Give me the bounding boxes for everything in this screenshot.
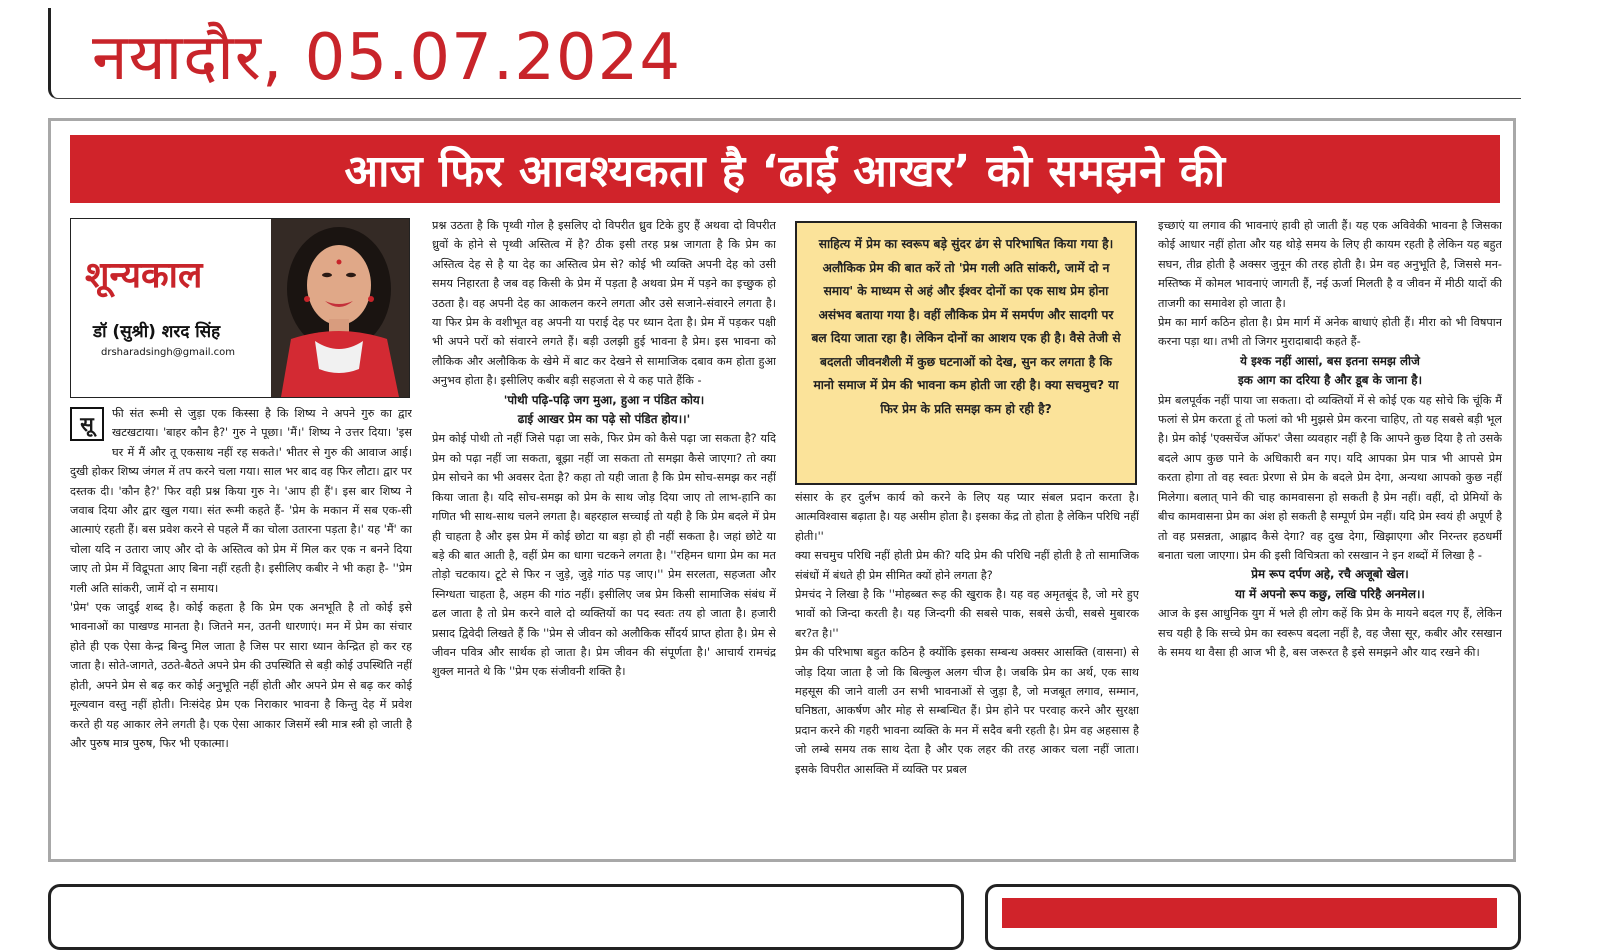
paragraph: इच्छाएं या लगाव की भावनाएं हावी हो जाती हैं। यह एक अविवेकी भावना है जिसका कोई आधार नहीं होता और यह थोड़े समय के लिए ही कायम रहती है लेकिन यह बहुत सघन, तीव्र होती है अक्सर जुनून की तरह होती है। प्रेम वह अनुभूति है, जिससे मन-मस्तिष्क में कोमल भावनाएं जागती हैं, नई ऊर्जा मिलती है व जीवन में मीठी यादों की ताजगी का समावेश हो जाता है।	[1158, 219, 1502, 310]
couplet-line: ढाई आखर प्रेम का पढ़े सो पंडित होय।।'	[517, 412, 691, 427]
paragraph: प्रेम का मार्ग कठिन होता है। प्रेम मार्ग में अनेक बाधाएं होती हैं। मीरा को भी विषपान करना पड़ा था। तभी तो जिगर मुरादाबादी कहते हैं-	[1158, 316, 1502, 349]
newspaper-date-title: नयादौर, 05.07.2024	[92, 21, 682, 95]
drop-cap: सू	[70, 407, 104, 441]
paragraph: प्रेम बलपूर्वक नहीं पाया जा सकता। दो व्यक्तियों में से कोई एक यह सोचे कि चूंकि मैं फलां से प्रेम करता हूं तो फलां को भी मुझसे प्रेम करना चाहिए, तो यह सबसे बड़ी भूल है। प्रेम कोई 'एक्सचेंज ऑफर' जैसा व्यवहार नहीं है कि आपने कुछ दिया है तो उसके बदले आप कुछ पाने के अधिकारी बन गए। यदि आपका प्रेम पात्र भी आपसे प्रेम करता होगा तो वह स्वतः प्रेरणा से प्रेम के बदले प्रेम देगा, अन्यथा आपको कुछ नहीं मिलेगा। बलात् पाने की चाह कामवासना हो सकती है प्रेम नहीं। वहीं, दो प्रेमियों के बीच कामवासना प्रेम का अंश हो सकती है सम्पूर्ण प्रेम नहीं। यदि प्रेम स्वयं ही अपूर्ण है तो वह प्रसन्नता, आह्लाद कैसे देगा? वह दुख देगा, खिझाएगा और निरन्तर हठधर्मी बनाता चला जाएगा। प्रेम की इसी विचित्रता को रसखान ने इन शब्दों में लिखा है -	[1158, 393, 1502, 562]
article-column-2	[432, 216, 776, 856]
couplet-line: ये इश्क नहीं आसां, बस इतना समझ लीजे	[1240, 353, 1420, 368]
pull-quote-box: साहित्य में प्रेम का स्वरूप बड़े सुंदर ढंग से परिभाषित किया गया है। अलौकिक प्रेम की बात करें तो 'प्रेम गली अति सांकरी, जामें दो न समाय' के माध्यम से अहं और ईश्वर दोनों का एक साथ प्रेम होना असंभव बताया गया है। वहीं लौकिक प्रेम में समर्पण और सादगी पर बल दिया जाता रहा है। लेकिन दोनों का आशय एक ही है। वैसे तेजी से बदलती जीवनशैली में कुछ घटनाओं को देख, सुन कर लगता है कि मानो समाज में प्रेम की भावना कम होती जा रही है। क्या सचमुच? या फिर प्रेम के प्रति समझ कम हो रही है?	[795, 221, 1137, 485]
author-name: डॉ (सुश्री) शरद सिंह	[93, 322, 221, 342]
next-article-headline-bar	[1002, 898, 1497, 928]
couplet-line: प्रेम रूप दर्पण अहे, रचै अजूबो खेल।	[1251, 567, 1409, 582]
next-article-frame-left	[48, 884, 964, 950]
couplet-line: इक आग का दरिया है और डूब के जाना है।	[1237, 373, 1423, 388]
columnist-box	[70, 218, 410, 398]
couplet-line: या में अपनो रूप कछु, लखि परिहै अनमेल।।	[1235, 586, 1425, 601]
author-email: drsharadsingh@gmail.com	[101, 347, 236, 358]
paragraph: प्रेम कोई पोथी तो नहीं जिसे पढ़ा जा सके, फिर प्रेम को कैसे पढ़ा जा सकता है? यदि प्रेम को पढ़ा नहीं जा सकता, बूझा नहीं जा सकता तो समझा कैसे जाएगा? तो क्या प्रेम सोचने का भी अवसर देता है? कहा तो यही जाता है कि प्रेम सोच-समझ कर नहीं किया जाता है। यदि सोच-समझ को प्रेम के साथ जोड़ दिया जाए तो लाभ-हानि का गणित भी साथ-साथ चलने लगता है। बहरहाल सच्चाई तो यही है कि प्रेम बदले में प्रेम ही चाहता है और इस प्रेम में कोई छोटा या बड़ा हो ही नहीं सकता है। जहां छोटे या बड़े की बात आती है, वहीं प्रेम का धागा चटकने लगता है। ''रहिमन धागा प्रेम का मत तोड़ो चटकाय। टूटे से फिर न जुड़े, जुड़े गांठ पड़ जाए।'' प्रेम सरलता, सहजता और स्निग्धता चाहता है, अहम की गांठ नहीं। इसीलिए जब प्रेम किसी सामाजिक संबंध में ढल जाता है तो प्रेम करने वाले दो व्यक्तियों का पद स्वतः तय हो जाता है। हजारी प्रसाद द्विवेदी लिखते हैं कि ''प्रेम से जीवन को अलौकिक सौंदर्य प्राप्त होता है। प्रेम से जीवन पवित्र और सार्थक हो जाता है। प्रेम जीवन की संपूर्णता है।' आचार्य रामचंद्र शुक्ल मानते थे कि ''प्रेम एक संजीवनी शक्ति है।	[432, 432, 776, 679]
article-column-1	[70, 404, 412, 856]
author-photo	[271, 219, 409, 397]
headline-bar	[70, 135, 1500, 203]
article-column-3	[795, 488, 1139, 856]
paragraph: 'प्रेम' एक जादुई शब्द है। कोई कहता है कि प्रेम एक अनभूति है तो कोई इसे भावनाओं का पाखण्ड मानता है। जितने मन, उतनी धारणाएं। मन में प्रेम का संचार होते ही एक ऐसा केन्द्र बिन्दु मिल जाता है जिस पर सारा ध्यान केन्द्रित हो कर रह जाता है। सोते-जागते, उठते-बैठते अपने प्रेम की उपस्थिति से बड़ी कोई उपस्थिति नहीं होती, अपने प्रेम से बढ़ कर कोई अनुभूति नहीं होती और अपने प्रेम से बढ़ कर कोई मूल्यवान वस्तु नहीं होती। निःसंदेह प्रेम एक निराकार भावना है किन्तु देह में प्रवेश करते ही यह आकार लेने लगती है। एक ऐसा आकार जिसमें स्त्री मात्र स्त्री हो जाती है और पुरुष मात्र पुरुष, फिर भी एकात्मा।	[70, 601, 412, 750]
paragraph: आज के इस आधुनिक युग में भले ही लोग कहें कि प्रेम के मायने बदल गए हैं, लेकिन सच यही है कि सच्चे प्रेम का स्वरूप बदला नहीं है, वह जैसा सूर, कबीर और रसखान के समय था वैसा ही आज भी है, बस जरूरत है इसे समझने और याद रखने की।	[1158, 607, 1502, 659]
column-name: शून्यकाल	[85, 255, 203, 296]
paragraph: प्रेमचंद ने लिखा है कि ''मोहब्बत रूह की खुराक है। यह वह अमृतबूंद है, जो मरे हुए भावों को जिन्दा करती है। यह जिन्दगी की सबसे पाक, सबसे ऊंची, सबसे मुबारक बर?त है।''	[795, 588, 1139, 640]
paragraph: संसार के हर दुर्लभ कार्य को करने के लिए यह प्यार संबल प्रदान करता है। आत्मविश्वास बढ़ाता है। यह असीम होता है। इसका केंद्र तो होता है लेकिन परिधि नहीं होती।''	[795, 491, 1139, 543]
paragraph: प्रश्न उठता है कि पृथ्वी गोल है इसलिए दो विपरीत ध्रुव टिके हुए हैं अथवा दो विपरीत ध्रुवों के होने से पृथ्वी अस्तित्व में है? ठीक इसी तरह प्रश्न जागता है कि प्रेम का अस्तित्व देह से है या देह का अस्तित्व प्रेम से? कोई भी व्यक्ति अपनी देह को उसी समय निहारता है जब वह किसी के प्रेम में पड़ता है अथवा प्रेम में पड़ने का इच्छुक हो उठता है। वह अपनी देह का आकलन करने लगता और उसे सजाने-संवारने लगता है। या फिर प्रेम के वशीभूत वह अपनी या पराई देह पर ध्यान देता है। प्रेम में पड़कर पक्षी भी अपने परों को संवारने लगते हैं। बड़ी उलझी हुई भावना है प्रेम। इस भावना को लौकिक और अलौकिक के खेमे में बाट कर देखने से सामाजिक दबाव कम होता हुआ अनुभव होता है। इसीलिए कबीर बड़ी सहजता से ये कह पाते हैंकि -	[432, 219, 776, 388]
paragraph-intro: फी संत रूमी से जुड़ा एक किस्सा है कि शिष्य ने अपने गुरु का द्वार खटखटाया। 'बाहर कौन है?' गुरु ने पूछा। 'मैं।' शिष्य ने उत्तर दिया। 'इस घर में मैं और तू एकसाथ नहीं रह सकते।' भीतर से गुरु की आवाज आई। दुखी होकर शिष्य जंगल में तप करने चला गया। साल भर बाद वह फिर लौटा। द्वार पर दस्तक दी। 'कौन है?' फिर वही प्रश्न किया गुरु ने। 'आप ही हैं'। इस बार शिष्य ने जवाब दिया और द्वार खुल गया। संत रूमी कहते हैं- 'प्रेम के मकान में सब एक-सी आत्माएं रहती हैं। बस प्रवेश करने से पहले मैं का चोला उतारना पड़ता है।' यह 'मैं' का चोला यदि न उतारा जाए और दो के अस्तित्व को प्रेम में मिल कर एक न बनने दिया जाए तो प्रेम में विद्रूपता आए बिना नहीं रहती है। इसीलिए कबीर ने भी कहा है- ''प्रेम गली अति सांकरी, जामें दो न समाय।	[70, 407, 412, 595]
paragraph: क्या सचमुच परिधि नहीं होती प्रेम की? यदि प्रेम की परिधि नहीं होती है तो सामाजिक संबंधों में बंधते ही प्रेम सीमित क्यों होने लगता है?	[795, 549, 1139, 582]
article-column-4	[1158, 216, 1502, 856]
paragraph: प्रेम की परिभाषा बहुत कठिन है क्योंकि इसका सम्बन्ध अक्सर आसक्ति (वासना) से जोड़ दिया जाता है जो कि बिल्कुल अलग चीज है। जबकि प्रेम का अर्थ, एक साथ महसूस की जाने वाली उन सभी भावनाओं से जुड़ा है, जो मजबूत लगाव, सम्मान, घनिष्ठता, आकर्षण और मोह से सम्बन्धित हैं। प्रेम होने पर परवाह करने और सुरक्षा प्रदान करने की गहरी भावना व्यक्ति के मन में सदैव बनी रहती है। प्रेम वह अहसास है जो लम्बे समय तक साथ देता है और एक लहर की तरह आकर चला नहीं जाता। इसके विपरीत आसक्ति में व्यक्ति पर प्रबल	[795, 646, 1139, 776]
couplet-line: 'पोथी पढ़ि-पढ़ि जग मुआ, हुआ न पंडित कोय।	[503, 392, 705, 407]
article-headline: आज फिर आवश्यकता है ‘ढाई आखर’ को समझने की	[344, 146, 1226, 197]
